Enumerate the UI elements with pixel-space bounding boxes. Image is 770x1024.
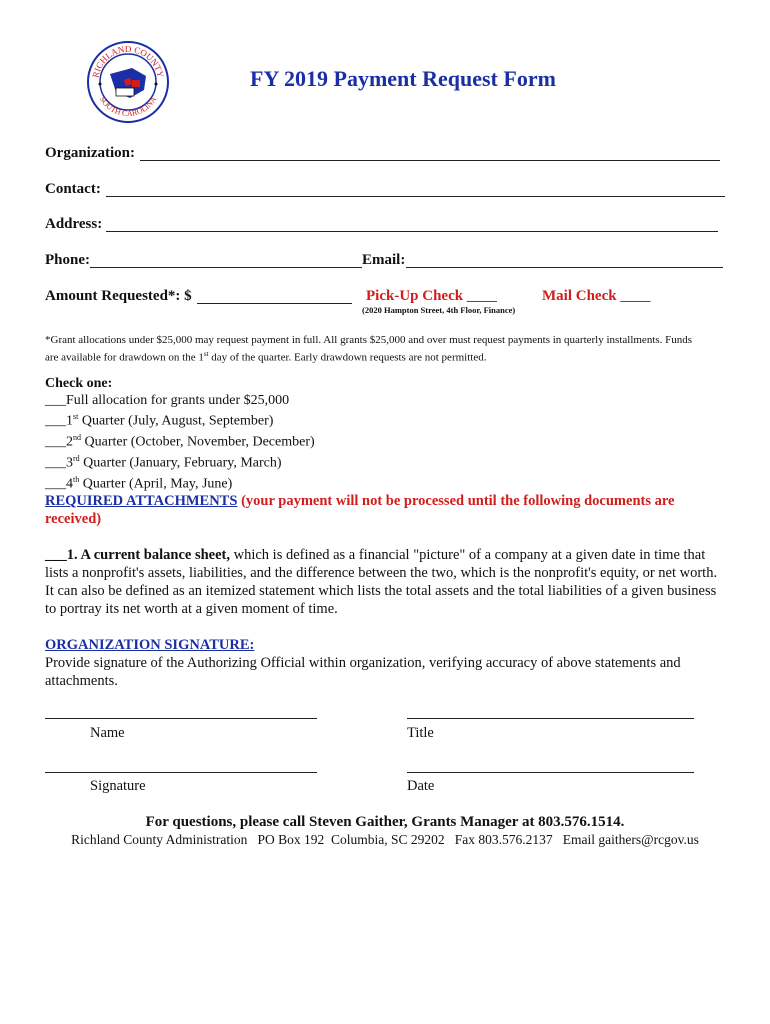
grant-note (45, 333, 725, 365)
phone-line[interactable] (90, 267, 362, 268)
balance-sheet-item (45, 546, 725, 618)
signature-line[interactable] (45, 772, 317, 773)
pickup-check-option[interactable]: Pick-Up Check ____ (366, 288, 497, 304)
footer-address: Richland County Administration PO Box 192 Columbia, SC 29202 Fax 803.576.2137 Email gaithers@rcgov.us (71, 832, 699, 847)
balance-sheet-lead[interactable]: ___1. A current balance sheet, (45, 547, 230, 563)
organization-label: Organization: (45, 145, 135, 161)
required-attachments-heading: REQUIRED ATTACHMENTS (45, 493, 238, 509)
seal-bottom-text: SOUTH CAROLINA (97, 94, 159, 119)
county-seal-logo (86, 40, 170, 124)
footer-questions: For questions, please call Steven Gaither, Grants Manager at 803.576.1514. (145, 814, 625, 830)
check-option-q2[interactable]: ___2nd Quarter (October, November, December) (45, 433, 315, 450)
amount-line[interactable] (197, 303, 352, 304)
check-option-q4[interactable]: ___4th Quarter (April, May, June) (45, 475, 233, 493)
email-line[interactable] (406, 267, 723, 268)
address-label: Address: (45, 216, 103, 232)
grant-note-line1: *Grant allocations under $25,000 may request payment in full. All grants $25,000 and over must request payments in quarterly installments. Funds (45, 334, 693, 346)
organization-line[interactable] (140, 160, 720, 161)
grant-note-line2b: day of the quarter. Early drawdown requests are not permitted. (208, 351, 487, 364)
signature-instructions: Provide signature of the Authorizing Official within organization, verifying accuracy of above statements and attachments. (45, 655, 681, 689)
check-option-full[interactable]: ___Full allocation for grants under $25,000 (45, 392, 290, 408)
seal-top-text: RICHLAND COUNTY (90, 43, 166, 79)
required-attachments-note: (your payment will not be processed until the following documents are received) (45, 493, 675, 527)
mail-check-option[interactable]: Mail Check ____ (542, 288, 651, 304)
balance-sheet-text: which is defined as a financial "picture" of a company at a given date in time that lists a nonprofit's assets, liabilities, and the difference between the two, which is the nonprofit's equity, or net worth. It can also be defined as an itemized statement which lists the total assets and the total liabilities of a given business to portray its net worth at a given moment of time. (45, 547, 718, 617)
address-line[interactable] (106, 231, 718, 232)
required-attachments (45, 492, 725, 528)
check-one-heading: Check one: (45, 376, 113, 391)
contact-line[interactable] (106, 196, 725, 197)
check-option-q1[interactable]: ___1st Quarter (July, August, September) (45, 412, 274, 429)
name-label: Name (90, 725, 125, 741)
email-label: Email: (362, 252, 406, 268)
pickup-address-note: (2020 Hampton Street, 4th Floor, Finance) (362, 305, 516, 315)
contact-label: Contact: (45, 181, 101, 197)
phone-label: Phone: (45, 252, 90, 268)
check-option-q3[interactable]: ___3rd Quarter (January, February, March) (45, 454, 282, 471)
date-label: Date (407, 778, 435, 794)
grant-note-sup: st (203, 350, 209, 358)
title-line[interactable] (407, 718, 694, 719)
date-line[interactable] (407, 772, 694, 773)
grant-note-line2a: are available for drawdown on the 1 (45, 351, 204, 364)
title-label: Title (407, 725, 434, 741)
signature-heading: ORGANIZATION SIGNATURE: (45, 637, 255, 653)
signature-section (45, 636, 725, 690)
signature-label: Signature (90, 778, 146, 794)
amount-label: Amount Requested*: $ (45, 288, 192, 304)
page-title: FY 2019 Payment Request Form (250, 66, 556, 91)
name-line[interactable] (45, 718, 317, 719)
check-one-section (45, 376, 315, 494)
